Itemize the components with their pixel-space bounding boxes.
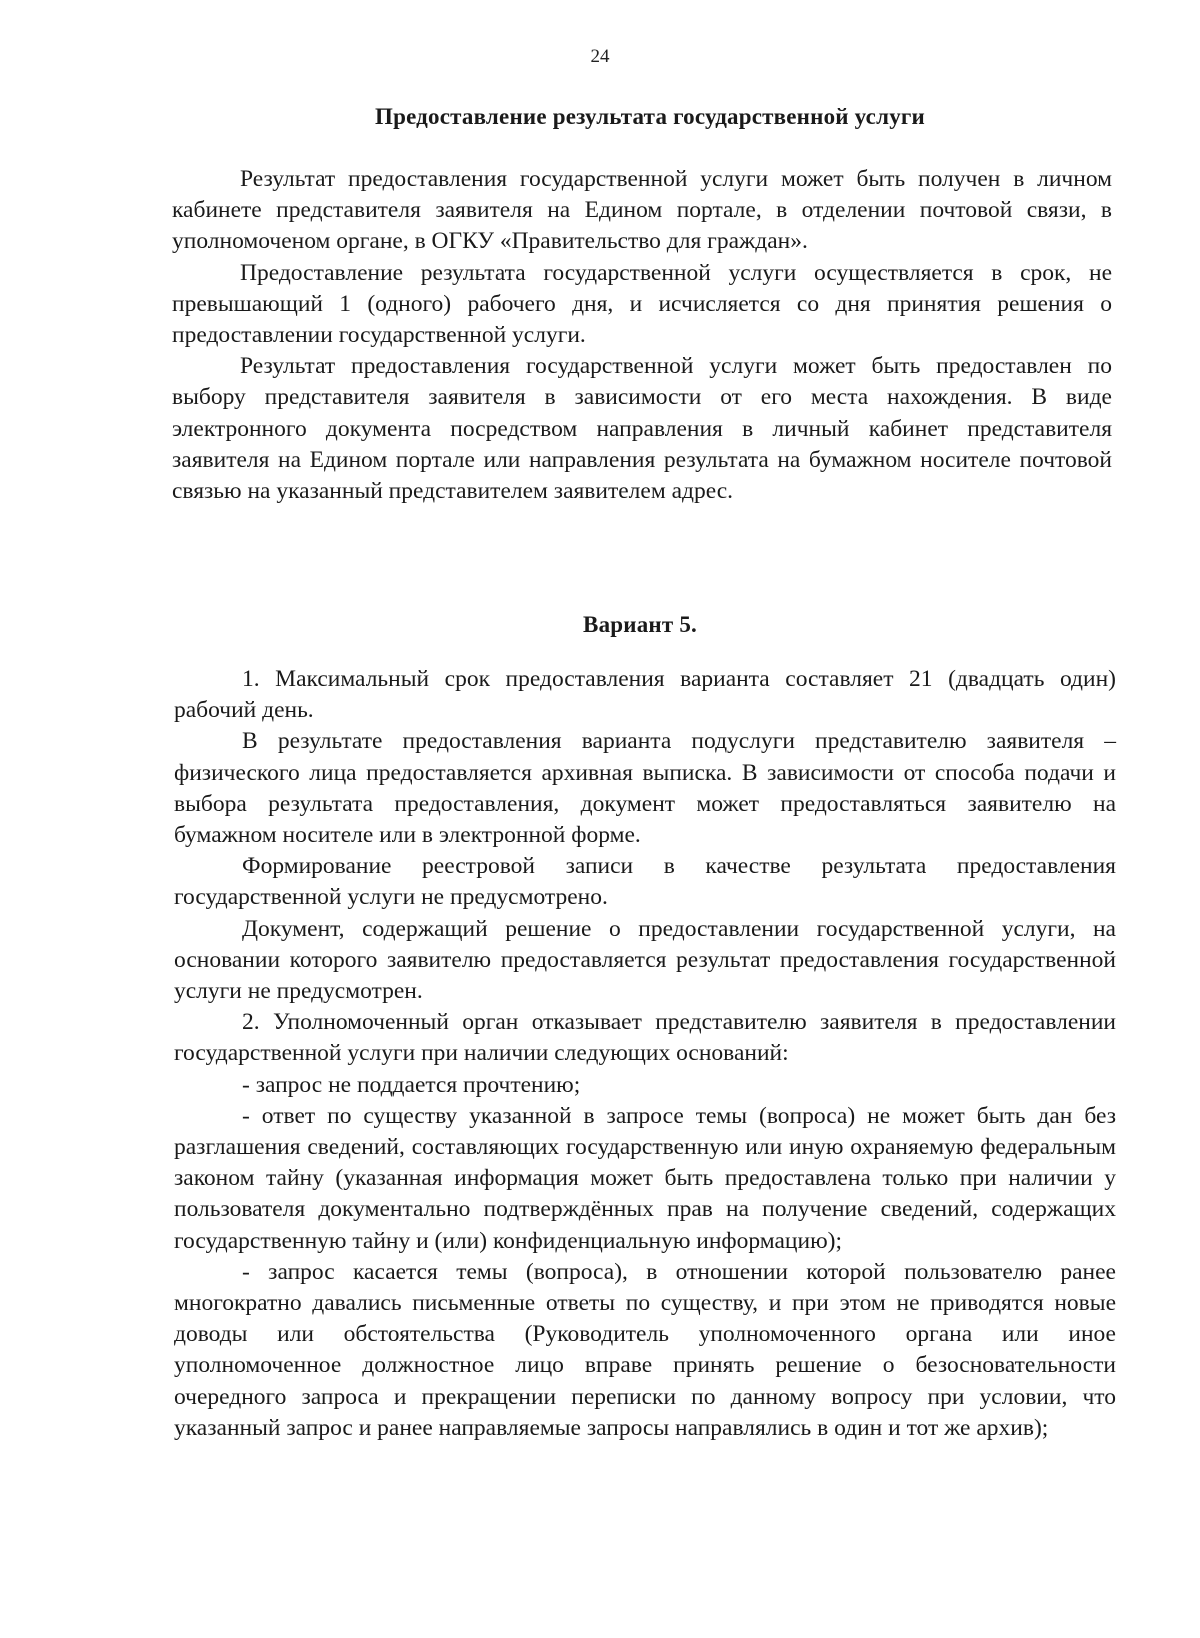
page-number: 24	[590, 46, 610, 67]
paragraph: 2. Уполномоченный орган отказывает представителю заявителя в предоставлении государственной услуги при наличии следующих оснований:	[174, 1009, 1116, 1067]
list-item: - ответ по существу указанной в запросе темы (вопроса) не может быть дан без разглашения сведений, составляющих государственную или иную охраняемую федеральным законом тайну (указанная информация может быть предоставлена только при наличии у пользователя документально подтверждённых прав на получение сведений, содержащих государственную тайну и (или) конфиденциальную информацию);	[174, 1102, 1116, 1254]
paragraph: Предоставление результата государственной услуги осуществляется в срок, не превышающий 1 (одного) рабочего дня, и исчисляется со дня принятия решения о предоставлении государственной услуги.	[172, 259, 1112, 349]
paragraph: Результат предоставления государственной услуги может быть получен в личном кабинете представителя заявителя на Едином портале, в отделении почтовой связи, в уполномоченом органе, в ОГКУ «Правительство для граждан».	[172, 166, 1112, 255]
paragraph: В результате предоставления варианта подуслуги представителю заявителя – физического лица предоставляется архивная выписка. В зависимости от способа подачи и выбора результата предоставления, документ может предоставляться заявителю на бумажном носителе или в электронной форме.	[174, 728, 1116, 849]
variant-body	[174, 664, 1116, 1444]
list-item: - запрос не поддается прочтению;	[242, 1071, 581, 1098]
paragraph: Результат предоставления государственной услуги может быть предоставлен по выбору представителя заявителя в зависимости от его места нахождения. В виде электронного документа посредством направления в личный кабинет представителя заявителя на Едином портале или направления результата на бумажном носителе почтовой связью на указанный представителем заявителем адрес.	[172, 353, 1112, 505]
variant-heading: Вариант 5.	[583, 612, 697, 637]
section-body	[172, 164, 1112, 507]
paragraph: Документ, содержащий решение о предоставлении государственной услуги, на основании которого заявителю предоставляется результат предоставления государственной услуги не предусмотрен.	[174, 915, 1116, 1005]
section-heading: Предоставление результата государственной услуги	[375, 104, 925, 129]
paragraph: Формирование реестровой записи в качестве результата предоставления государственной услуги не предусмотрено.	[174, 853, 1116, 911]
paragraph: 1. Максимальный срок предоставления варианта составляет 21 (двадцать один) рабочий день.	[174, 666, 1116, 724]
list-item: - запрос касается темы (вопроса), в отношении которой пользователю ранее многократно давались письменные ответы по существу, и при этом не приводятся новые доводы или обстоятельства (Руководитель уполномоченного органа или иное уполномоченное должностное лицо вправе принять решение о безосновательности очередного запроса и прекращении переписки по данному вопросу при условии, что указанный запрос и ранее направляемые запросы направлялись в один и тот же архив);	[174, 1258, 1116, 1441]
